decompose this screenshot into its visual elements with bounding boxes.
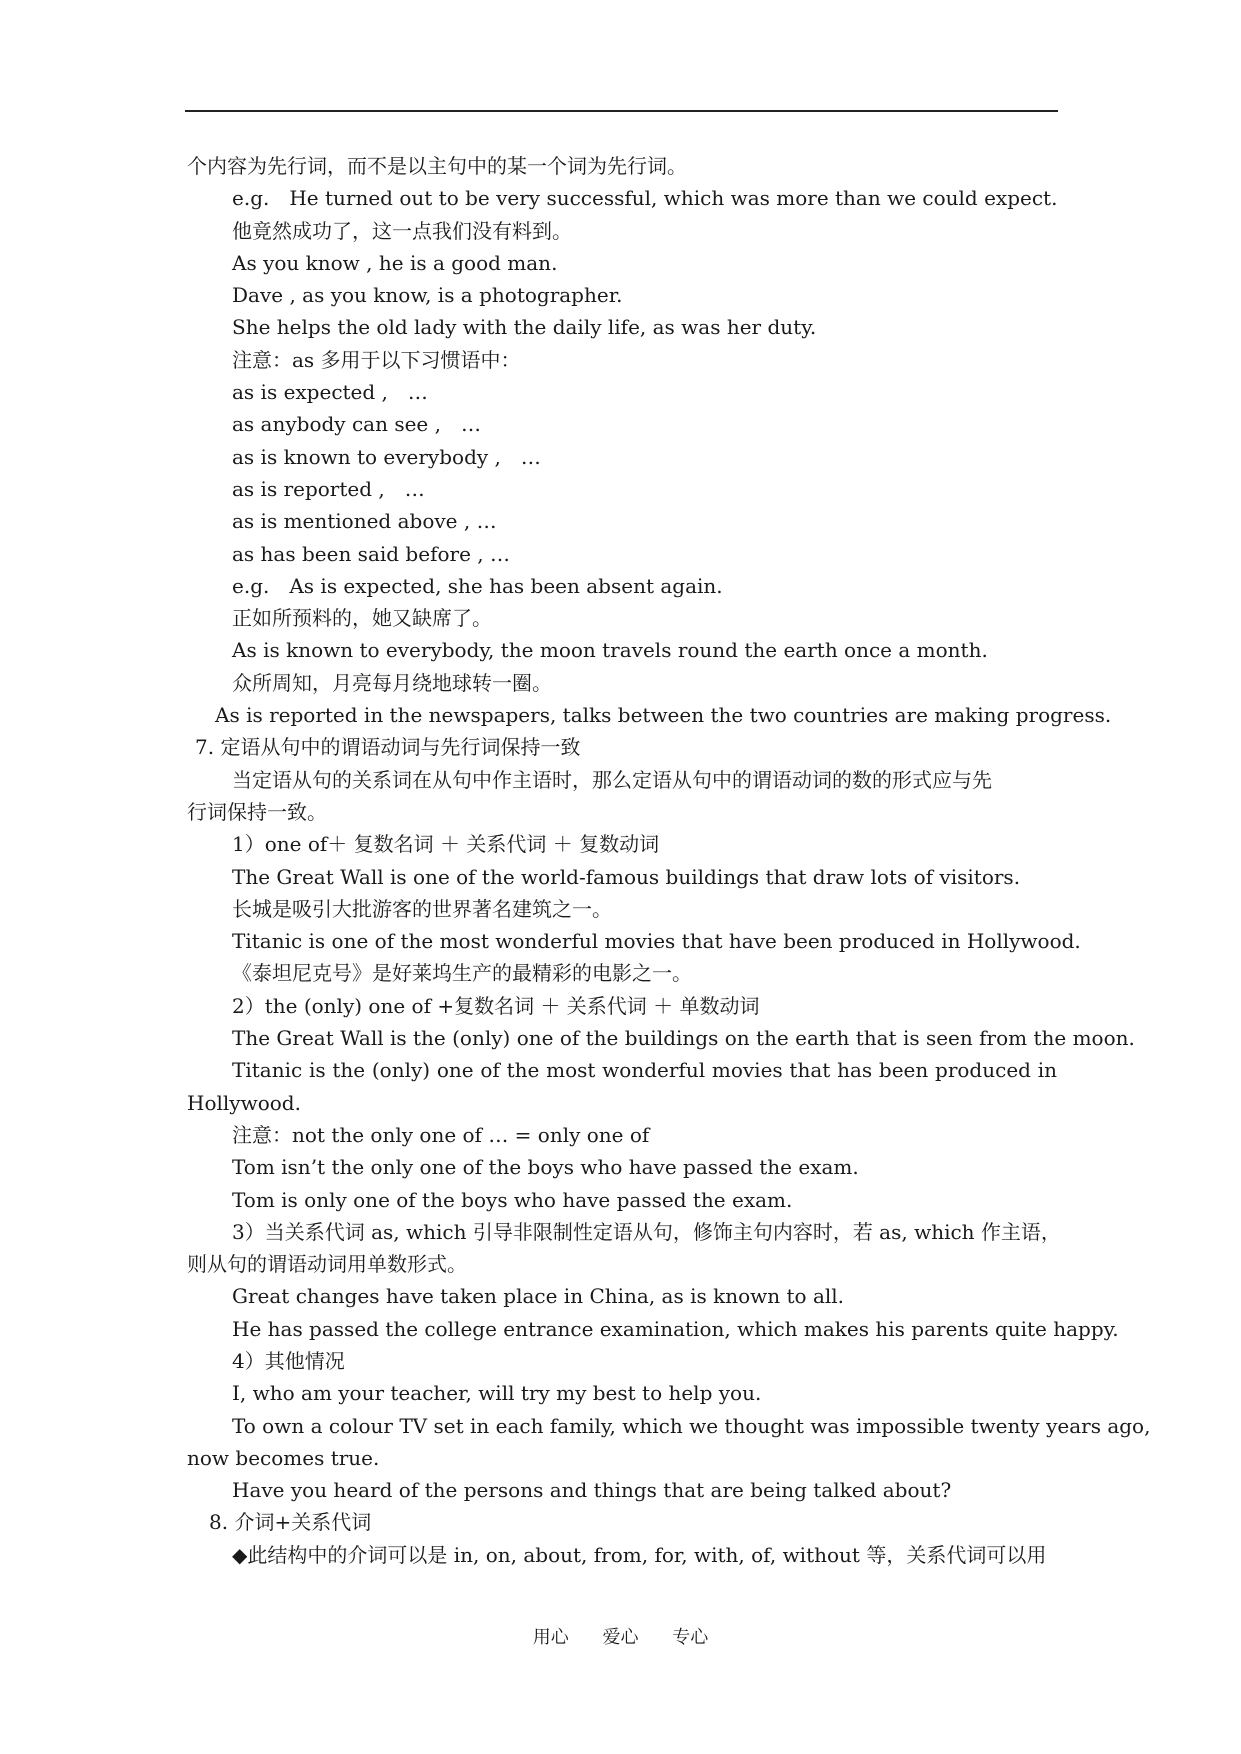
example-line: Titanic is the (only) one of the most wonderful movies that has been produced in bbox=[232, 1058, 1057, 1083]
text-line: 个内容为先行词，而不是以主句中的某一个词为先行词。 bbox=[187, 154, 687, 178]
example-line: As is known to everybody, the moon travels round the earth once a month. bbox=[232, 638, 988, 663]
idiom-line: as is reported , … bbox=[232, 476, 425, 501]
example-line: As you know , he is a good man. bbox=[232, 250, 558, 275]
text-line: 行词保持一致。 bbox=[187, 799, 327, 824]
section-heading: 7. 定语从句中的谓语动词与先行词保持一致 bbox=[195, 735, 581, 760]
example-line: As is reported in the newspapers, talks between the two countries are making progress. bbox=[215, 703, 1112, 728]
example-line: The Great Wall is the (only) one of the buildings on the earth that is seen from the moon. bbox=[232, 1026, 1135, 1051]
idiom-line: as is mentioned above , … bbox=[232, 509, 497, 534]
example-line: Have you heard of the persons and things that are being talked about? bbox=[232, 1478, 952, 1503]
text-line: 当定语从句的关系词在从句中作主语时，那么定语从句中的谓语动词的数的形式应与先 bbox=[232, 767, 992, 792]
text-line: ◆此结构中的介词可以是 in, on, about, from, for, with, of, without 等，关系代词可以用 bbox=[232, 1542, 1047, 1567]
note-line: 注意：not the only one of … = only one of bbox=[232, 1122, 650, 1147]
example-line: e.g. As is expected, she has been absent again. bbox=[232, 573, 723, 598]
section-heading: 8. 介词+关系代词 bbox=[209, 1510, 372, 1535]
translation-line: 他竟然成功了，这一点我们没有料到。 bbox=[232, 218, 572, 243]
example-line: Dave , as you know, is a photographer. bbox=[232, 283, 623, 308]
note-line: 注意：as 多用于以下习惯语中： bbox=[232, 347, 521, 372]
example-line: Tom is only one of the boys who have passed the exam. bbox=[232, 1187, 793, 1212]
rule-line: 1）one of＋ 复数名词 ＋ 关系代词 ＋ 复数动词 bbox=[232, 832, 660, 857]
document-body bbox=[187, 150, 1151, 1571]
translation-line: 长城是吸引大批游客的世界著名建筑之一。 bbox=[232, 896, 612, 921]
example-line: I, who am your teacher, will try my best to help you. bbox=[232, 1381, 762, 1406]
translation-line: 《泰坦尼克号》是好莱坞生产的最精彩的电影之一。 bbox=[232, 961, 692, 986]
idiom-line: as is known to everybody , … bbox=[232, 444, 541, 469]
idiom-line: as has been said before , … bbox=[232, 541, 510, 566]
idiom-line: as is expected , … bbox=[232, 380, 428, 405]
idiom-line: as anybody can see , … bbox=[232, 412, 481, 437]
example-line: now becomes true. bbox=[187, 1445, 380, 1470]
rule-line: 3）当关系代词 as, which 引导非限制性定语从句，修饰主句内容时，若 as, which 作主语， bbox=[232, 1219, 1061, 1244]
example-line: e.g. He turned out to be very successful, which was more than we could expect. bbox=[232, 186, 1058, 211]
rule-line: 4）其他情况 bbox=[232, 1348, 345, 1373]
example-line: The Great Wall is one of the world-famous buildings that draw lots of visitors. bbox=[232, 864, 1021, 889]
text-line: 则从句的谓语动词用单数形式。 bbox=[187, 1252, 467, 1277]
header-rule bbox=[185, 110, 1058, 112]
example-line: He has passed the college entrance examination, which makes his parents quite happy. bbox=[232, 1316, 1119, 1341]
rule-line: 2）the (only) one of +复数名词 ＋ 关系代词 ＋ 单数动词 bbox=[232, 993, 760, 1018]
example-line: Tom isn’t the only one of the boys who have passed the exam. bbox=[232, 1155, 859, 1180]
example-line: Hollywood. bbox=[187, 1090, 301, 1115]
example-line: Great changes have taken place in China, as is known to all. bbox=[232, 1284, 845, 1309]
translation-line: 正如所预料的，她又缺席了。 bbox=[232, 606, 492, 631]
example-line: To own a colour TV set in each family, which we thought was impossible twenty years ago, bbox=[232, 1413, 1151, 1438]
translation-line: 众所周知，月亮每月绕地球转一圈。 bbox=[232, 670, 552, 695]
example-line: Titanic is one of the most wonderful movies that have been produced in Hollywood. bbox=[232, 929, 1081, 954]
page-footer: 用心 爱心 专心 bbox=[532, 1627, 709, 1648]
example-line: She helps the old lady with the daily life, as was her duty. bbox=[232, 315, 817, 340]
